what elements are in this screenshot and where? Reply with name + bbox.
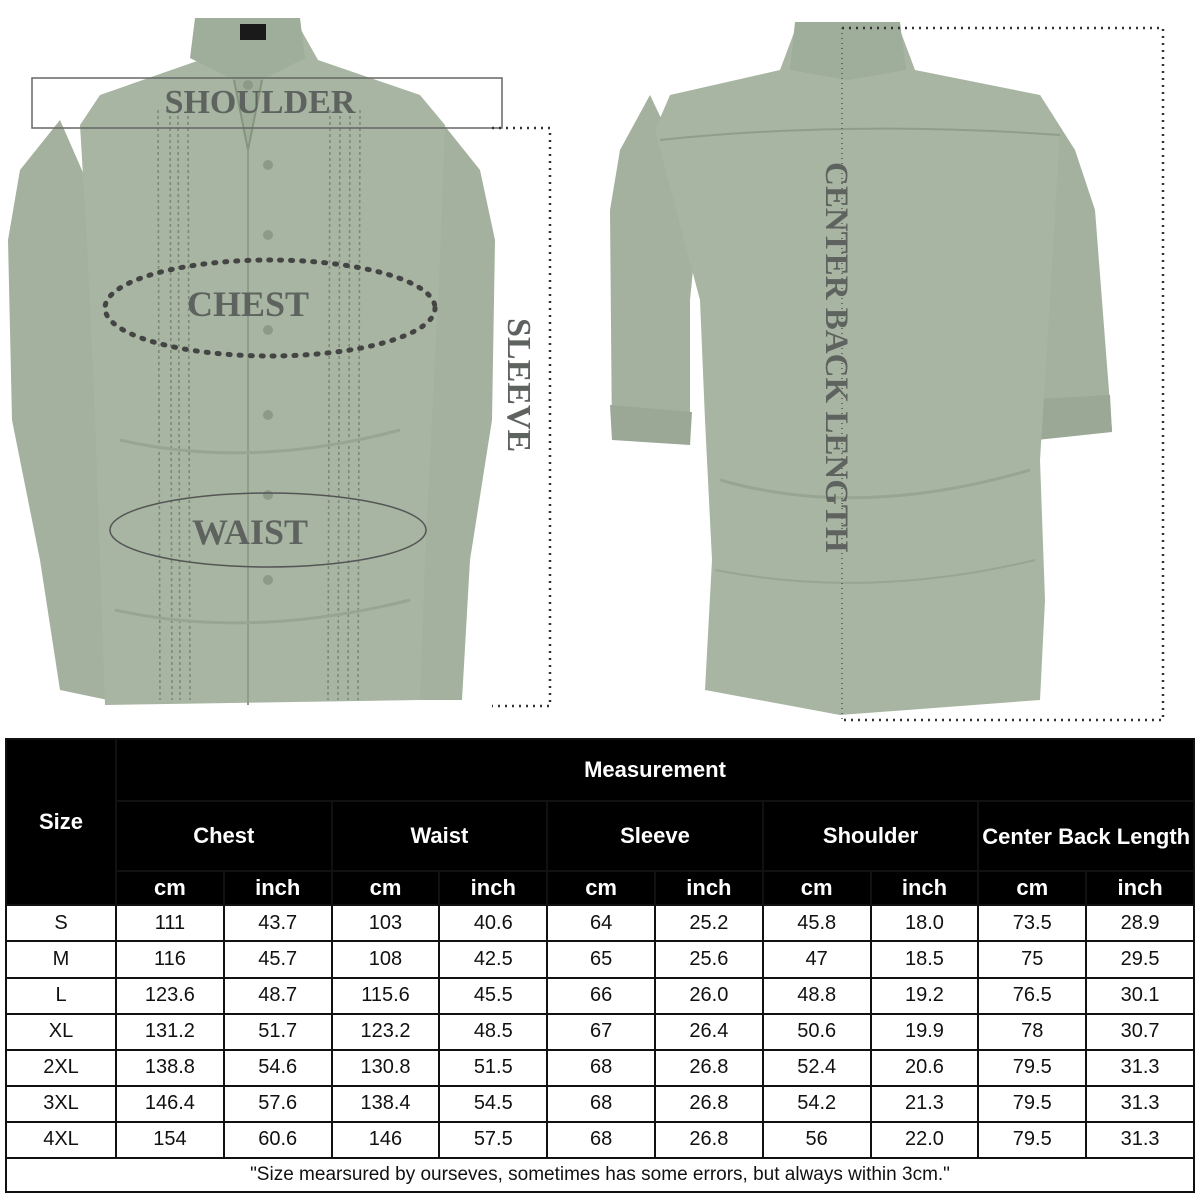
chest-header: Chest (116, 801, 332, 871)
value-cell: 111 (116, 905, 224, 941)
value-cell: 76.5 (978, 978, 1086, 1014)
value-cell: 30.1 (1086, 978, 1194, 1014)
value-cell: 26.0 (655, 978, 763, 1014)
unit-cm: cm (547, 871, 655, 905)
value-cell: 48.5 (439, 1014, 547, 1050)
value-cell: 57.6 (224, 1086, 332, 1122)
sleeve-header: Sleeve (547, 801, 763, 871)
value-cell: 68 (547, 1050, 655, 1086)
size-cell: 3XL (6, 1086, 116, 1122)
table-row (6, 978, 1194, 1014)
value-cell: 78 (978, 1014, 1086, 1050)
unit-inch: inch (1086, 871, 1194, 905)
value-cell: 21.3 (871, 1086, 979, 1122)
value-cell: 116 (116, 941, 224, 977)
value-cell: 57.5 (439, 1122, 547, 1158)
value-cell: 54.6 (224, 1050, 332, 1086)
value-cell: 56 (763, 1122, 871, 1158)
value-cell: 138.4 (332, 1086, 440, 1122)
value-cell: 26.4 (655, 1014, 763, 1050)
value-cell: 45.5 (439, 978, 547, 1014)
value-cell: 43.7 (224, 905, 332, 941)
table-row (6, 1122, 1194, 1158)
value-cell: 154 (116, 1122, 224, 1158)
value-cell: 42.5 (439, 941, 547, 977)
table-row (6, 1086, 1194, 1122)
value-cell: 48.8 (763, 978, 871, 1014)
unit-inch: inch (871, 871, 979, 905)
table-row (6, 1014, 1194, 1050)
value-cell: 65 (547, 941, 655, 977)
value-cell: 26.8 (655, 1086, 763, 1122)
center-back-length-label: CENTER BACK LENGTH (818, 162, 854, 553)
value-cell: 123.6 (116, 978, 224, 1014)
value-cell: 75 (978, 941, 1086, 977)
unit-cm: cm (116, 871, 224, 905)
value-cell: 26.8 (655, 1050, 763, 1086)
value-cell: 30.7 (1086, 1014, 1194, 1050)
size-cell: 4XL (6, 1122, 116, 1158)
value-cell: 68 (547, 1122, 655, 1158)
shoulder-header: Shoulder (763, 801, 979, 871)
value-cell: 68 (547, 1086, 655, 1122)
value-cell: 45.7 (224, 941, 332, 977)
chest-label: CHEST (186, 284, 310, 324)
value-cell: 22.0 (871, 1122, 979, 1158)
value-cell: 19.9 (871, 1014, 979, 1050)
table-row (6, 1050, 1194, 1086)
value-cell: 29.5 (1086, 941, 1194, 977)
waist-label: WAIST (191, 512, 309, 552)
unit-row (6, 871, 1194, 905)
value-cell: 20.6 (871, 1050, 979, 1086)
unit-cm: cm (978, 871, 1086, 905)
value-cell: 73.5 (978, 905, 1086, 941)
value-cell: 48.7 (224, 978, 332, 1014)
value-cell: 26.8 (655, 1122, 763, 1158)
size-cell: M (6, 941, 116, 977)
value-cell: 47 (763, 941, 871, 977)
value-cell: 79.5 (978, 1050, 1086, 1086)
value-cell: 52.4 (763, 1050, 871, 1086)
waist-header: Waist (332, 801, 548, 871)
value-cell: 67 (547, 1014, 655, 1050)
value-cell: 25.2 (655, 905, 763, 941)
value-cell: 123.2 (332, 1014, 440, 1050)
value-cell: 18.5 (871, 941, 979, 977)
size-cell: 2XL (6, 1050, 116, 1086)
value-cell: 19.2 (871, 978, 979, 1014)
shoulder-label: SHOULDER (164, 84, 356, 121)
unit-inch: inch (224, 871, 332, 905)
value-cell: 79.5 (978, 1086, 1086, 1122)
size-header: Size (6, 739, 116, 905)
table-row (6, 905, 1194, 941)
table-row (6, 941, 1194, 977)
value-cell: 45.8 (763, 905, 871, 941)
value-cell: 54.2 (763, 1086, 871, 1122)
value-cell: 31.3 (1086, 1050, 1194, 1086)
value-cell: 60.6 (224, 1122, 332, 1158)
value-cell: 64 (547, 905, 655, 941)
unit-inch: inch (655, 871, 763, 905)
value-cell: 146 (332, 1122, 440, 1158)
back-shirt (610, 22, 1112, 715)
value-cell: 130.8 (332, 1050, 440, 1086)
value-cell: 131.2 (116, 1014, 224, 1050)
measurement-note: "Size mearsured by ourseves, sometimes has some errors, but always within 3cm." (5, 1159, 1195, 1193)
front-shirt (8, 18, 495, 705)
size-cell: XL (6, 1014, 116, 1050)
value-cell: 146.4 (116, 1086, 224, 1122)
unit-inch: inch (439, 871, 547, 905)
unit-cm: cm (332, 871, 440, 905)
value-cell: 25.6 (655, 941, 763, 977)
size-cell: L (6, 978, 116, 1014)
center-back-length-header: Center Back Length (978, 801, 1194, 871)
value-cell: 28.9 (1086, 905, 1194, 941)
measurement-header: Measurement (116, 739, 1194, 801)
value-cell: 138.8 (116, 1050, 224, 1086)
value-cell: 31.3 (1086, 1122, 1194, 1158)
size-cell: S (6, 905, 116, 941)
value-cell: 66 (547, 978, 655, 1014)
value-cell: 50.6 (763, 1014, 871, 1050)
sleeve-label: SLEEVE (500, 318, 537, 453)
collar-tag (240, 24, 266, 40)
value-cell: 103 (332, 905, 440, 941)
unit-cm: cm (763, 871, 871, 905)
value-cell: 40.6 (439, 905, 547, 941)
value-cell: 115.6 (332, 978, 440, 1014)
size-chart-table (5, 738, 1195, 1159)
value-cell: 54.5 (439, 1086, 547, 1122)
value-cell: 18.0 (871, 905, 979, 941)
value-cell: 31.3 (1086, 1086, 1194, 1122)
value-cell: 51.7 (224, 1014, 332, 1050)
value-cell: 108 (332, 941, 440, 977)
value-cell: 79.5 (978, 1122, 1086, 1158)
value-cell: 51.5 (439, 1050, 547, 1086)
